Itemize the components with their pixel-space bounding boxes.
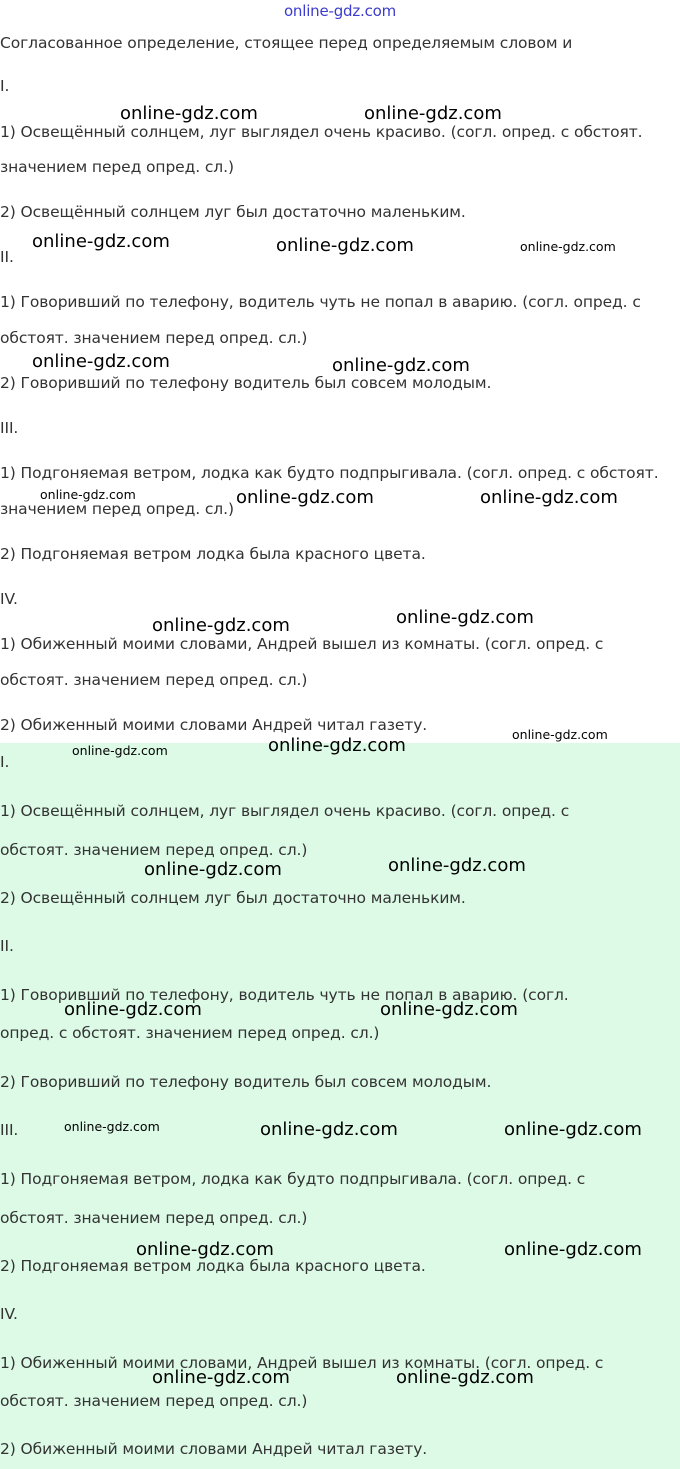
watermark: online-gdz.com: [364, 103, 502, 124]
watermark: online-gdz.com: [268, 735, 406, 756]
question-section-heading: I.: [0, 77, 10, 95]
watermark: online-gdz.com: [64, 1119, 160, 1134]
watermark: online-gdz.com: [32, 351, 170, 372]
watermark: online-gdz.com: [64, 999, 202, 1020]
watermark: online-gdz.com: [504, 1119, 642, 1140]
answer-line: обстоят. значением перед опред. сл.): [0, 1209, 308, 1227]
answer-section-heading: IV.: [0, 1305, 18, 1323]
answer-line: обстоят. значением перед опред. сл.): [0, 1392, 308, 1410]
question-line: значением перед опред. сл.): [0, 500, 234, 518]
watermark: online-gdz.com: [260, 1119, 398, 1140]
question-line: обстоят. значением перед опред. сл.): [0, 329, 308, 347]
question-line: 2) Обиженный моими словами Андрей читал газету.: [0, 716, 428, 734]
answer-line: опред. с обстоят. значением перед опред. сл.): [0, 1024, 380, 1042]
watermark: online-gdz.com: [396, 607, 534, 628]
answer-section-heading: I.: [0, 753, 10, 771]
watermark: online-gdz.com: [40, 487, 136, 502]
question-intro: Согласованное определение, стоящее перед определяемым словом и: [0, 34, 573, 52]
watermark: online-gdz.com: [152, 1367, 290, 1388]
answer-line: 1) Обиженный моими словами, Андрей вышел из комнаты. (согл. опред. с: [0, 1354, 604, 1372]
answer-section-heading: III.: [0, 1121, 19, 1139]
answer-line: 2) Обиженный моими словами Андрей читал газету.: [0, 1440, 428, 1458]
watermark: online-gdz.com: [32, 231, 170, 252]
question-line: 2) Говоривший по телефону водитель был совсем молодым.: [0, 374, 492, 392]
question-section-heading: II.: [0, 248, 14, 266]
watermark: online-gdz.com: [276, 235, 414, 256]
watermark: online-gdz.com: [396, 1367, 534, 1388]
question-line: 2) Подгоняемая ветром лодка была красного цвета.: [0, 545, 426, 563]
watermark: online-gdz.com: [520, 239, 616, 254]
watermark: online-gdz.com: [72, 743, 168, 758]
answer-line: 1) Подгоняемая ветром, лодка как будто подпрыгивала. (согл. опред. с: [0, 1170, 586, 1188]
answer-line: 2) Говоривший по телефону водитель был совсем молодым.: [0, 1073, 492, 1091]
watermark: online-gdz.com: [512, 727, 608, 742]
question-line: 1) Говоривший по телефону, водитель чуть не попал в аварию. (согл. опред. с: [0, 293, 641, 311]
site-header-link[interactable]: online-gdz.com: [283, 2, 397, 20]
watermark: online-gdz.com: [120, 103, 258, 124]
question-section-heading: IV.: [0, 590, 18, 608]
answer-line: 1) Освещённый солнцем, луг выглядел очень красиво. (согл. опред. с: [0, 802, 570, 820]
question-line: 2) Освещённый солнцем луг был достаточно маленьким.: [0, 203, 466, 221]
question-line: обстоят. значением перед опред. сл.): [0, 671, 308, 689]
watermark: online-gdz.com: [504, 1239, 642, 1260]
watermark: online-gdz.com: [136, 1239, 274, 1260]
question-line: значением перед опред. сл.): [0, 158, 234, 176]
answer-section-heading: II.: [0, 937, 14, 955]
answer-line: 2) Подгоняемая ветром лодка была красного цвета.: [0, 1257, 426, 1275]
answer-line: обстоят. значением перед опред. сл.): [0, 841, 308, 859]
question-section-heading: III.: [0, 419, 19, 437]
question-line: 1) Подгоняемая ветром, лодка как будто подпрыгивала. (согл. опред. с обстоят.: [0, 464, 659, 482]
question-line: 1) Освещённый солнцем, луг выглядел очень красиво. (согл. опред. с обстоят.: [0, 123, 643, 141]
watermark: online-gdz.com: [236, 487, 374, 508]
watermark: online-gdz.com: [332, 355, 470, 376]
watermark: online-gdz.com: [144, 859, 282, 880]
watermark: online-gdz.com: [480, 487, 618, 508]
answer-line: 2) Освещённый солнцем луг был достаточно маленьким.: [0, 889, 466, 907]
watermark: online-gdz.com: [388, 855, 526, 876]
question-line: 1) Обиженный моими словами, Андрей вышел из комнаты. (согл. опред. с: [0, 635, 604, 653]
watermark: online-gdz.com: [380, 999, 518, 1020]
answer-line: 1) Говоривший по телефону, водитель чуть не попал в аварию. (согл.: [0, 986, 569, 1004]
watermark: online-gdz.com: [152, 615, 290, 636]
